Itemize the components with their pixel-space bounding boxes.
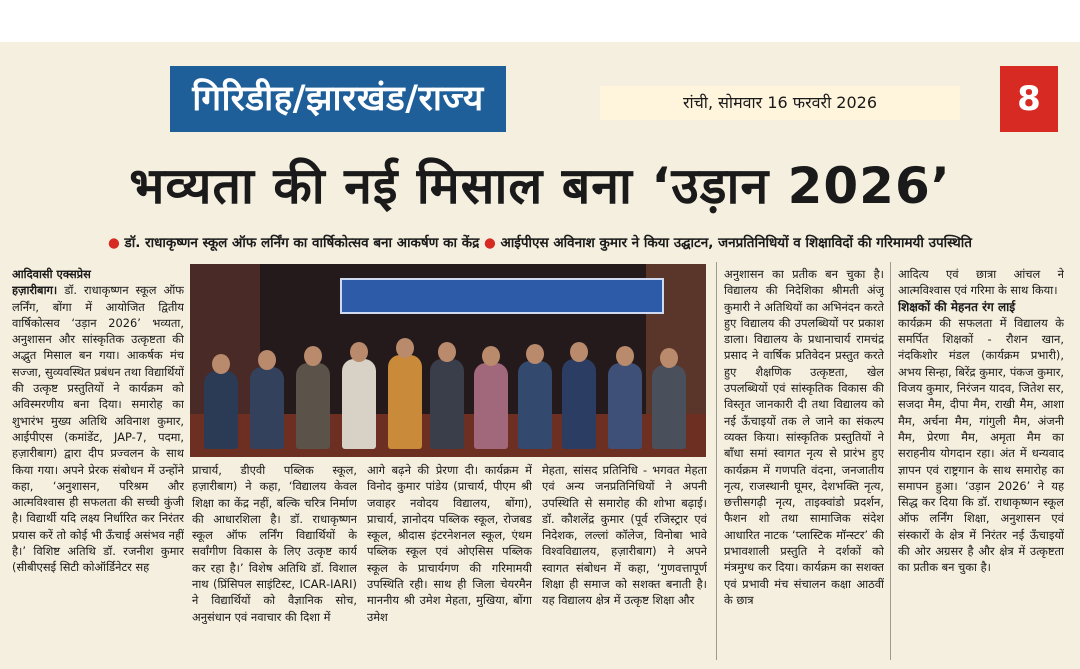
subheadline-2: आईपीएस अविनाश कुमार ने किया उद्घाटन, जनप्रतिनिधियों व शिक्षाविदों की गरिमामयी उपस्थिति — [500, 235, 972, 251]
section-tag: गिरिडीह/झारखंड/राज्य — [170, 66, 506, 132]
bullet-icon: ● — [483, 235, 496, 251]
article-column-3: आगे बढ़ने की प्रेरणा दी। कार्यक्रम में विनोद कुमार पांडेय (प्राचार्य, पीएम श्री जवाहर नवोदय विद्यालय, बोंगा), प्राचार्य, ज्ञानोदय पब्लिक स्कूल, रोजबड स्कूल, श्रीदास इंटरनेशनल स्कूल, एंथम पब्लिक स्कूल एवं ओएसिस पब्लिक स्कूल के प्राचार्यगण की गरिमामयी उपस्थिति रही। साथ ही जिला चेयरमैन माननीय श्री उमेश मेहता, मुखिया, बोंगा उमेश — [367, 463, 532, 624]
event-photo — [190, 264, 706, 457]
article-column-2: प्राचार्य, डीएवी पब्लिक स्कूल, हज़ारीबाग) ने कहा, ‘विद्यालय केवल शिक्षा का केंद्र नहीं, बल्कि चरित्र निर्माण की आधारशिला है। डॉ. राधाकृष्णन स्कूल ऑफ लर्निंग विद्यार्थियों के सर्वांगीण विकास के लिए उत्कृष्ट कार्य कर रहा है।’ विशेष अतिथि डॉ. विशाल नाथ (प्रिंसिपल साइंटिस्ट, ICAR-IARI) ने विद्यार्थियों को वैज्ञानिक सोच, अनुसंधान एवं नवाचार की दिशा में — [192, 463, 357, 624]
bullet-icon: ● — [108, 235, 120, 251]
article-column-1 — [12, 266, 184, 662]
article-column-5: अनुशासन का प्रतीक बन चुका है। विद्यालय की निदेशिका श्रीमती अंजू कुमारी ने अतिथियों का अभिनंदन करते हुए विद्यालय की उपलब्धियों पर प्रकाश डाला। विद्यालय के प्रधानाचार्य रामचंद्र प्रसाद ने वार्षिक प्रतिवेदन प्रस्तुत करते हुए शैक्षणिक उत्कृष्टता, खेल उपलब्धियों एवं सांस्कृतिक विकास की विस्तृत जानकारी दी तथा विद्यालय को नई ऊँचाइयों तक ले जाने का संकल्प व्यक्त किया। सांस्कृतिक प्रस्तुतियों ने बाँधा समां स्वागत नृत्य से प्रारंभ हुए कार्यक्रम में गणपति वंदना, जनजातीय नृत्य, राजस्थानी घूमर, देशभक्ति नृत्य, छत्तीसगढ़ी नृत्य, ताइक्वांडो प्रदर्शन, फैशन शो तथा सामाजिक संदेश आधारित नाटक ‘प्लास्टिक मॉन्स्टर’ की प्रभावशाली प्रस्तुति ने दर्शकों को मंत्रमुग्ध कर दिया। कार्यक्रम का सशक्त एवं प्रभावी मंच संचालन कक्षा आठवीं के छात्र — [724, 267, 884, 607]
top-margin-strip — [0, 0, 1080, 43]
subheadline-row — [0, 233, 1080, 251]
subheadline-1: डॉ. राधाकृष्णन स्कूल ऑफ लर्निंग का वार्षिकोत्सव बना आकर्षण का केंद्र — [124, 235, 480, 251]
dateline: रांची, सोमवार 16 फरवरी 2026 — [600, 86, 960, 120]
article-text: आदित्य एवं छात्रा आंचल ने आत्मविश्वास एवं गरिमा के साथ किया। — [898, 267, 1064, 298]
byline-place: हज़ारीबाग। — [12, 283, 58, 298]
subhead-teachers: शिक्षकों की मेहनत रंग लाई — [898, 299, 1016, 314]
article-column-4: मेहता, सांसद प्रतिनिधि - भगवत मेहता एवं अन्य जनप्रतिनिधियों ने अपनी उपस्थिति से समारोह की शोभा बढ़ाई। डॉ. कौशलेंद्र कुमार (पूर्व रजिस्ट्रार एवं निदेशक, लल्लां कॉलेज, विनोबा भावे विश्वविद्यालय, हज़ारीबाग) ने अपने स्वागत संबोधन में कहा, ‘गुणवत्तापूर्ण शिक्षा ही समाज को सशक्त बनाती है। यह विद्यालय क्षेत्र में उत्कृष्ट शिक्षा और — [542, 463, 707, 608]
headline: भव्यता की नई मिसाल बना ‘उड़ान 2026’ — [129, 157, 951, 215]
article-text: कार्यक्रम की सफलता में विद्यालय के समर्पित शिक्षकों - रौशन खान, नंदकिशोर मंडल (कार्यक्रम प्रभारी), अभय सिन्हा, बिरेंद्र कुमार, पंकज कुमार, विजय कुमार, निरंजन यादव, जितेश सर, सजदा मैम, दीपा मैम, राखी मैम, आशा मैम, अर्चना मैम, गांगुली मैम, अंजनी मैम, प्रेरणा मैम, अमृता मैम का सराहनीय योगदान रहा। अंत में धन्यवाद ज्ञापन एवं राष्ट्रगान के साथ समारोह का समापन हुआ। ‘उड़ान 2026’ ने यह सिद्ध कर दिया कि डॉ. राधाकृष्णन स्कूल ऑफ लर्निंग शिक्षा, अनुशासन एवं संस्कारों के क्षेत्र में निरंतर नई ऊँचाइयों की ओर अग्रसर है और क्षेत्र में उत्कृष्टता का प्रतीक बन चुका है। — [898, 315, 1064, 575]
column-rule — [716, 262, 717, 660]
article-column-6 — [898, 266, 1064, 662]
stage-banner — [340, 278, 664, 314]
byline-agency: आदिवासी एक्सप्रेस — [12, 267, 91, 281]
column-rule — [890, 262, 891, 660]
page-number: 8 — [1000, 66, 1058, 132]
article-text: डॉ. राधाकृष्णन स्कूल ऑफ लर्निंग, बोंगा में आयोजित द्वितीय वार्षिकोत्सव ‘उड़ान 2026’ भव्यता, अनुशासन और सांस्कृतिक उत्कृष्टता की अद्भुत मिसाल बन गया। आकर्षक मंच सज्जा, सुव्यवस्थित प्रबंधन तथा विद्यार्थियों की उत्कृष्ट प्रस्तुतियों ने कार्यक्रम को अविस्मरणीय बना दिया। समारोह का शुभारंभ मुख्य अतिथि अविनाश कुमार, आईपीएस (कमांडेंट, JAP-7, पदमा, हज़ारीबाग) द्वारा दीप प्रज्वलन के साथ किया गया। अपने प्रेरक संबोधन में उन्होंने कहा, ‘अनुशासन, परिश्रम और आत्मविश्वास ही सफलता की सच्ची कुंजी है। विद्यार्थी यदि लक्ष्य निर्धारित कर निरंतर प्रयास करें तो कोई भी ऊँचाई असंभव नहीं है।’ विशिष्ट अतिथि डॉ. रजनीश कुमार (सीबीएसई सिटी कोऑर्डिनेटर सह — [12, 283, 184, 575]
